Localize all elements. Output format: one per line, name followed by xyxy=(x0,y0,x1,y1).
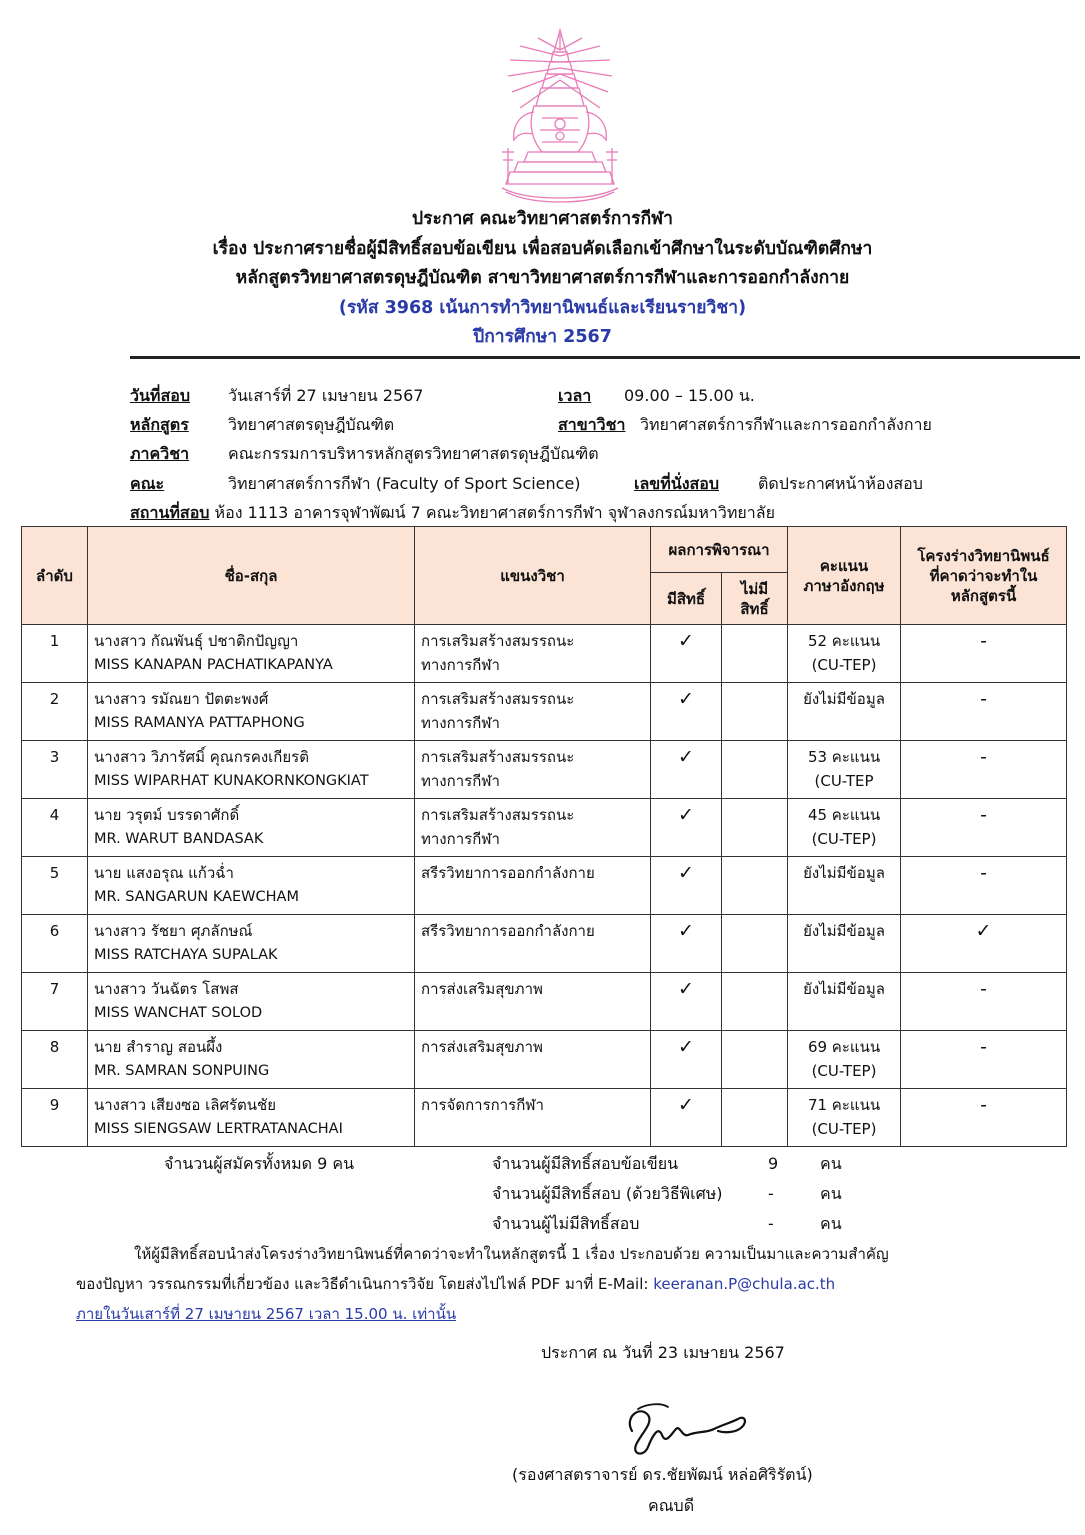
program-value: วิทยาศาสตรดุษฎีบัณฑิต xyxy=(228,415,395,434)
proposal-status: - xyxy=(901,683,1067,741)
venue-value: ห้อง 1113 อาคารจุฬาพัฒน์ 7 คณะวิทยาศาสตร์การกีฬา จุฬาลงกรณ์มหาวิทยาลัย xyxy=(214,503,775,522)
name-thai: นางสาว เสียงซอ เลิศรัตนชัย xyxy=(94,1096,276,1114)
header-not-eligible: ไม่มี สิทธิ์ xyxy=(722,573,788,625)
proposal-status: - xyxy=(901,1031,1067,1089)
field-of-study: การส่งเสริมสุขภาพ xyxy=(415,973,651,1031)
row-number: 4 xyxy=(22,799,88,857)
row-number: 6 xyxy=(22,915,88,973)
english-score: ยังไม่มีข้อมูล xyxy=(788,915,901,973)
not-eligible-cell xyxy=(722,683,788,741)
row-number: 5 xyxy=(22,857,88,915)
english-score: 45 คะแนน (CU-TEP) xyxy=(788,799,901,857)
notice-line-1: ให้ผู้มีสิทธิ์สอบนำส่งโครงร่างวิทยานิพนธ์ที่คาดว่าจะทำในหลักสูตรนี้ 1 เรื่อง ประกอบด้วย ความเป็นมาและความสำคัญ xyxy=(134,1245,889,1263)
field-of-study: สรีรวิทยาการออกกำลังกาย xyxy=(415,915,651,973)
academic-year: ปีการศึกษา 2567 xyxy=(473,327,612,347)
candidate-name xyxy=(88,1031,415,1089)
faculty-label: คณะ xyxy=(130,474,165,493)
special-eligible-label: จำนวนผู้มีสิทธิ์สอบ (ด้วยวิธีพิเศษ) xyxy=(492,1184,723,1203)
name-english: MR. WARUT BANDASAK xyxy=(94,831,264,847)
name-thai: นาย แสงอรุณ แก้วฉ่ำ xyxy=(94,864,234,882)
table-row xyxy=(22,973,1067,1031)
not-eligible-unit: คน xyxy=(820,1214,842,1233)
row-number: 2 xyxy=(22,683,88,741)
exam-time-label: เวลา xyxy=(558,386,592,405)
table-row xyxy=(22,683,1067,741)
header-eligible: มีสิทธิ์ xyxy=(651,573,722,625)
submission-deadline: ภายในวันเสาร์ที่ 27 เมษายน 2567 เวลา 15.00 น. เท่านั้น xyxy=(76,1305,457,1323)
table-row xyxy=(22,1089,1067,1147)
major-value: วิทยาศาสตร์การกีฬาและการออกกำลังกาย xyxy=(640,415,932,434)
eligible-check-icon: ✓ xyxy=(651,973,722,1031)
proposal-status: - xyxy=(901,973,1067,1031)
row-number: 3 xyxy=(22,741,88,799)
department-value: คณะกรรมการบริหารหลักสูตรวิทยาศาสตรดุษฎีบัณฑิต xyxy=(228,444,599,463)
field-of-study: การเสริมสร้างสมรรถนะ ทางการกีฬา xyxy=(415,741,651,799)
exam-date-value: วันเสาร์ที่ 27 เมษายน 2567 xyxy=(228,386,424,405)
special-eligible-value: - xyxy=(768,1184,774,1203)
english-score: 69 คะแนน (CU-TEP) xyxy=(788,1031,901,1089)
row-number: 9 xyxy=(22,1089,88,1147)
not-eligible-cell xyxy=(722,1031,788,1089)
signer-name: (รองศาสตราจารย์ ดร.ชัยพัฒน์ หล่อศิริรัตน์) xyxy=(512,1465,813,1484)
eligible-check-icon: ✓ xyxy=(651,915,722,973)
university-emblem-icon xyxy=(498,28,622,204)
candidate-name xyxy=(88,973,415,1031)
candidate-name xyxy=(88,857,415,915)
table-row xyxy=(22,1031,1067,1089)
program-code: (รหัส 3968 เน้นการทำวิทยานิพนธ์และเรียนรายวิชา) xyxy=(338,298,747,318)
english-score: 53 คะแนน (CU-TEP xyxy=(788,741,901,799)
not-eligible-cell xyxy=(722,973,788,1031)
dean-signature xyxy=(618,1395,768,1463)
eligible-check-icon: ✓ xyxy=(651,799,722,857)
not-eligible-cell xyxy=(722,799,788,857)
proposal-status: - xyxy=(901,857,1067,915)
name-english: MISS RATCHAYA SUPALAK xyxy=(94,947,278,963)
eligible-check-icon: ✓ xyxy=(651,1031,722,1089)
eligible-check-icon: ✓ xyxy=(651,1089,722,1147)
eligible-check-icon: ✓ xyxy=(651,741,722,799)
candidate-name xyxy=(88,799,415,857)
not-eligible-cell xyxy=(722,741,788,799)
name-english: MR. SAMRAN SONPUING xyxy=(94,1063,270,1079)
header-no: ลำดับ xyxy=(22,527,88,625)
not-eligible-cell xyxy=(722,915,788,973)
not-eligible-cell xyxy=(722,1089,788,1147)
table-row xyxy=(22,625,1067,683)
written-eligible-unit: คน xyxy=(820,1154,842,1173)
candidate-name xyxy=(88,625,415,683)
written-eligible-label: จำนวนผู้มีสิทธิ์สอบข้อเขียน xyxy=(492,1154,679,1173)
header-name: ชื่อ-สกุล xyxy=(88,527,415,625)
exam-time-value: 09.00 – 15.00 น. xyxy=(624,386,755,405)
name-thai: นางสาว วันฉัตร โสพส xyxy=(94,980,239,998)
name-thai: นางสาว รมัณยา ปัตตะพงศ์ xyxy=(94,690,269,708)
english-score: 52 คะแนน (CU-TEP) xyxy=(788,625,901,683)
field-of-study: การเสริมสร้างสมรรถนะ ทางการกีฬา xyxy=(415,683,651,741)
field-of-study: การเสริมสร้างสมรรถนะ ทางการกีฬา xyxy=(415,799,651,857)
candidate-name xyxy=(88,741,415,799)
proposal-status: - xyxy=(901,799,1067,857)
proposal-status: - xyxy=(901,741,1067,799)
field-of-study: การเสริมสร้างสมรรถนะ ทางการกีฬา xyxy=(415,625,651,683)
candidate-name xyxy=(88,1089,415,1147)
candidate-name xyxy=(88,915,415,973)
candidates-table xyxy=(21,526,1067,1147)
field-of-study: การส่งเสริมสุขภาพ xyxy=(415,1031,651,1089)
proposal-status: - xyxy=(901,625,1067,683)
english-score: ยังไม่มีข้อมูล xyxy=(788,683,901,741)
name-thai: นางสาว กัณพันธุ์ ปชาติกปัญญา xyxy=(94,632,299,650)
table-row xyxy=(22,741,1067,799)
header-proposal: โครงร่างวิทยานิพนธ์ ที่คาดว่าจะทำใน หลักสูตรนี้ xyxy=(901,527,1067,625)
table-row xyxy=(22,799,1067,857)
written-eligible-value: 9 xyxy=(768,1154,779,1173)
program-title: หลักสูตรวิทยาศาสตรดุษฎีบัณฑิต สาขาวิทยาศาสตร์การกีฬาและการออกกำลังกาย xyxy=(235,268,850,288)
name-english: MISS KANAPAN PACHATIKAPANYA xyxy=(94,657,333,673)
proposal-status: - xyxy=(901,1089,1067,1147)
seat-value: ติดประกาศหน้าห้องสอบ xyxy=(758,474,923,493)
program-label: หลักสูตร xyxy=(130,415,189,434)
field-of-study: การจัดการการกีฬา xyxy=(415,1089,651,1147)
name-thai: นาย วรุตม์ บรรดาศักดิ์ xyxy=(94,806,240,824)
signer-position: คณบดี xyxy=(648,1496,695,1515)
venue-row xyxy=(130,503,775,523)
row-number: 1 xyxy=(22,625,88,683)
seat-label: เลขที่นั่งสอบ xyxy=(634,474,720,493)
announcement-date: ประกาศ ณ วันที่ 23 เมษายน 2567 xyxy=(541,1343,785,1362)
field-of-study: สรีรวิทยาการออกกำลังกาย xyxy=(415,857,651,915)
english-score: 71 คะแนน (CU-TEP) xyxy=(788,1089,901,1147)
name-english: MR. SANGARUN KAEWCHAM xyxy=(94,889,299,905)
major-label: สาขาวิชา xyxy=(558,415,626,434)
name-thai: นางสาว วิภารัศมิ์ คุณกรคงเกียรติ xyxy=(94,748,309,766)
name-english: MISS RAMANYA PATTAPHONG xyxy=(94,715,305,731)
department-label: ภาควิชา xyxy=(130,444,190,463)
name-english: MISS WANCHAT SOLOD xyxy=(94,1005,263,1021)
eligible-check-icon: ✓ xyxy=(651,857,722,915)
proposal-status: ✓ xyxy=(901,915,1067,973)
header-field: แขนงวิชา xyxy=(415,527,651,625)
eligible-check-icon: ✓ xyxy=(651,683,722,741)
name-english: MISS SIENGSAW LERTRATANACHAI xyxy=(94,1121,343,1137)
english-score: ยังไม่มีข้อมูล xyxy=(788,973,901,1031)
name-thai: นาย สำราญ สอนผึ้ง xyxy=(94,1038,223,1056)
faculty-value: วิทยาศาสตร์การกีฬา (Faculty of Sport Science) xyxy=(228,474,581,493)
venue-label: สถานที่สอบ xyxy=(130,503,210,522)
row-number: 7 xyxy=(22,973,88,1031)
header-divider xyxy=(130,356,1080,359)
english-score: ยังไม่มีข้อมูล xyxy=(788,857,901,915)
not-eligible-label: จำนวนผู้ไม่มีสิทธิ์สอบ xyxy=(492,1214,640,1233)
special-eligible-unit: คน xyxy=(820,1184,842,1203)
contact-email-link[interactable]: keeranan.P@chula.ac.th xyxy=(653,1275,836,1293)
name-thai: นางสาว รัชยา ศุภลักษณ์ xyxy=(94,922,253,940)
name-english: MISS WIPARHAT KUNAKORNKONGKIAT xyxy=(94,773,369,789)
not-eligible-value: - xyxy=(768,1214,774,1233)
header-result: ผลการพิจารณา xyxy=(651,527,788,573)
not-eligible-cell xyxy=(722,857,788,915)
not-eligible-cell xyxy=(722,625,788,683)
announcement-title: ประกาศ คณะวิทยาศาสตร์การกีฬา xyxy=(412,209,673,229)
header-score: คะแนน ภาษาอังกฤษ xyxy=(788,527,901,625)
table-row xyxy=(22,857,1067,915)
exam-date-label: วันที่สอบ xyxy=(130,386,190,405)
eligible-check-icon: ✓ xyxy=(651,625,722,683)
table-row xyxy=(22,915,1067,973)
candidate-name xyxy=(88,683,415,741)
notice-line-2: ของปัญหา วรรณกรรมที่เกี่ยวข้อง และวิธีดำเนินการวิจัย โดยส่งไปไฟล์ PDF มาที่ E-Mail: keeranan.P@chula.ac.th xyxy=(76,1275,836,1293)
row-number: 8 xyxy=(22,1031,88,1089)
announcement-subject: เรื่อง ประกาศรายชื่อผู้มีสิทธิ์สอบข้อเขียน เพื่อสอบคัดเลือกเข้าศึกษาในระดับบัณฑิตศึกษา xyxy=(212,239,873,259)
total-applicants: จำนวนผู้สมัครทั้งหมด 9 คน xyxy=(164,1154,355,1173)
